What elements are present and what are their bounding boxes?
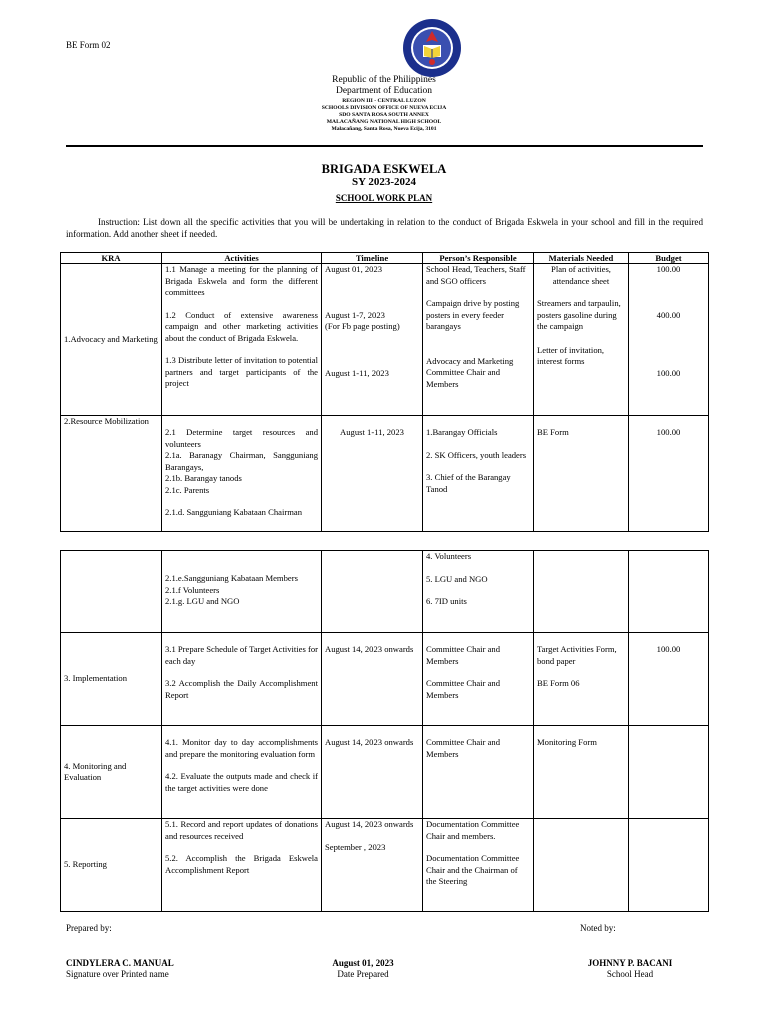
person-item: 3. Chief of the Barangay Tanod — [426, 472, 511, 494]
header-address: Malacañang, Santa Rosa, Nueva Ecija, 3101 — [331, 126, 437, 132]
noted-by-label: Noted by: — [580, 923, 616, 933]
materials-cell — [534, 416, 629, 532]
preparer-role: Signature over Printed name — [66, 969, 169, 979]
table-row — [61, 264, 709, 416]
persons-cell — [423, 726, 534, 819]
activity-item: 2.1.d. Sangguniang Kabataan Chairman — [165, 507, 302, 517]
header-department: Department of Education — [335, 86, 433, 96]
activity-item: 3.2 Accomplish the Daily Accomplishment Report — [165, 678, 318, 700]
person-item: School Head, Teachers, Staff and SGO officers — [426, 264, 526, 286]
column-header: Person’s Responsible — [423, 253, 534, 264]
timeline-item: August 1-11, 2023 — [325, 367, 389, 378]
school-year: SY 2023-2024 — [351, 176, 417, 188]
work-plan-table-2 — [60, 550, 709, 912]
person-item: 1.Barangay Officials — [426, 427, 498, 437]
kra-cell: 2.Resource Mobilization — [61, 416, 162, 532]
timeline-item: August 1-7, 2023 — [325, 309, 385, 320]
material-item: BE Form — [537, 427, 569, 437]
person-item: Advocacy and Marketing Committee Chair and Members — [426, 355, 514, 389]
person-item: 6. 7ID units — [426, 596, 467, 606]
preparer-name: CINDYLERA C. MANUAL — [66, 958, 174, 968]
timeline-cell — [322, 819, 423, 912]
timeline-cell — [322, 633, 423, 726]
activity-item: 1.2 Conduct of extensive awareness campaign and other marketing activities about the conduct of Brigada Eskwela. — [165, 309, 318, 343]
materials-cell — [534, 726, 629, 819]
deped-seal-logo — [402, 18, 462, 78]
column-header: Budget — [629, 253, 709, 264]
activities-cell — [162, 726, 322, 819]
activity-item: 2.1 Determine target resources and volunteers — [165, 427, 318, 449]
header-republic: Republic of the Philippines — [332, 75, 436, 85]
work-plan-table-1 — [60, 252, 709, 532]
person-item: Campaign drive by posting posters in every feeder barangays — [426, 298, 520, 331]
timeline-item: August 1-11, 2023 — [340, 427, 404, 437]
timeline-cell — [322, 551, 423, 633]
timeline-item: September , 2023 — [325, 841, 386, 852]
timeline-item: August 14, 2023 onwards — [325, 737, 414, 747]
kra-cell: 1.Advocacy and Marketing — [61, 264, 162, 416]
budget-cell — [629, 264, 709, 416]
activities-cell — [162, 551, 322, 633]
timeline-item: August 14, 2023 onwards — [325, 644, 414, 654]
activity-item: 1.1 Manage a meeting for the planning of Brigada Eskwela and form the different committees — [165, 264, 318, 297]
person-item: Committee Chair and Members — [426, 678, 500, 700]
kra-cell: 5. Reporting — [61, 819, 162, 912]
activity-item: 2.1.f Volunteers — [165, 584, 220, 595]
header-region: REGION III - CENTRAL LUZON — [342, 98, 426, 104]
activity-item: 4.1. Monitor day to day accomplishments and prepare the monitoring evaluation form — [165, 737, 318, 759]
school-head-role: School Head — [606, 969, 654, 979]
kra-cell: 4. Monitoring and Evaluation — [61, 726, 162, 819]
form-number: BE Form 02 — [66, 40, 111, 50]
timeline-cell — [322, 726, 423, 819]
persons-cell — [423, 416, 534, 532]
materials-cell — [534, 264, 629, 416]
activity-item: 2.1b. Barangay tanods — [165, 473, 242, 483]
budget-item: 100.00 — [656, 368, 681, 378]
activity-item: 5.2. Accomplish the Brigada Eskwela Accomplishment Report — [165, 853, 318, 875]
person-item: 5. LGU and NGO — [426, 573, 488, 584]
person-item: 2. SK Officers, youth leaders — [426, 449, 527, 460]
timeline-item: August 01, 2023 — [325, 264, 383, 274]
budget-cell — [629, 551, 709, 633]
column-header: Timeline — [322, 253, 423, 264]
person-item: Documentation Committee Chair and members. — [426, 819, 520, 841]
table-row — [61, 633, 709, 726]
material-item: Streamers and tarpaulin, posters gasoline during the campaign — [537, 298, 621, 331]
activities-cell — [162, 416, 322, 532]
material-item: Letter of invitation, interest forms — [537, 344, 605, 366]
materials-cell — [534, 551, 629, 633]
person-item: Documentation Committee Chair and the Chairman of the Steering — [426, 853, 520, 886]
table-row — [61, 416, 709, 532]
budget-cell — [629, 416, 709, 532]
activity-item: 4.2. Evaluate the outputs made and check if the target activities were done — [165, 771, 318, 793]
activity-item: 2.1c. Parents — [165, 484, 210, 495]
budget-cell — [629, 726, 709, 819]
table-row — [61, 551, 709, 633]
material-item: Plan of activities, attendance sheet — [551, 264, 611, 286]
activities-cell — [162, 264, 322, 416]
table-row — [61, 726, 709, 819]
instruction-text: Instruction: List down all the specific activities that you will be undertaking in relation to the conduct of Brigada Eskwela in your school and fill in the required information. Add another sheet if needed. — [66, 217, 703, 239]
activity-item: 2.1.e.Sangguniang Kabataan Members — [165, 573, 298, 583]
persons-cell — [423, 551, 534, 633]
kra-cell: 3. Implementation — [61, 633, 162, 726]
budget-cell — [629, 633, 709, 726]
activity-item: 2.1.g. LGU and NGO — [165, 596, 240, 606]
budget-item: 100.00 — [656, 644, 681, 654]
timeline-item: (For Fb page posting) — [325, 321, 400, 331]
activity-item: 5.1. Record and report updates of donations and resources received — [165, 819, 318, 841]
material-item: Monitoring Form — [537, 737, 597, 747]
column-header: Activities — [162, 253, 322, 264]
date-prepared-value: August 01, 2023 — [332, 958, 394, 968]
persons-cell — [423, 633, 534, 726]
activity-item: 1.3 Distribute letter of invitation to potential partners and target participants of the project — [165, 355, 318, 388]
timeline-cell — [322, 416, 423, 532]
material-item: Target Activities Form, bond paper — [537, 644, 617, 666]
budget-cell — [629, 819, 709, 912]
column-header: KRA — [61, 253, 162, 264]
activity-item: 2.1a. Baranagy Chairman, Sangguniang Barangays, — [165, 450, 318, 472]
header-sdo: SDO SANTA ROSA SOUTH ANNEX — [339, 112, 429, 118]
header-division: SCHOOLS DIVISION OFFICE OF NUEVA ECIJA — [321, 105, 447, 111]
materials-cell — [534, 633, 629, 726]
column-header: Materials Needed — [534, 253, 629, 264]
date-prepared-label: Date Prepared — [337, 969, 389, 979]
table-header-row — [61, 253, 709, 264]
plan-title: SCHOOL WORK PLAN — [335, 193, 433, 203]
table-row — [61, 819, 709, 912]
material-item: BE Form 06 — [537, 678, 580, 688]
budget-item: 100.00 — [656, 264, 681, 274]
person-item: Committee Chair and Members — [426, 644, 500, 666]
kra-cell — [61, 551, 162, 633]
persons-cell — [423, 264, 534, 416]
activity-item: 3.1 Prepare Schedule of Target Activities for each day — [165, 644, 319, 666]
timeline-cell — [322, 264, 423, 416]
header-school: MALACAÑANG NATIONAL HIGH SCHOOL — [326, 119, 442, 125]
person-item: 4. Volunteers — [426, 551, 472, 561]
person-item: Committee Chair and Members — [426, 737, 500, 759]
budget-item: 100.00 — [656, 427, 681, 437]
header-divider — [66, 145, 703, 147]
activities-cell — [162, 633, 322, 726]
school-head-name: JOHNNY P. BACANI — [587, 958, 673, 968]
budget-item: 400.00 — [656, 309, 681, 320]
timeline-item: August 14, 2023 onwards — [325, 819, 414, 829]
prepared-by-label: Prepared by: — [66, 923, 112, 933]
materials-cell — [534, 819, 629, 912]
document-title: BRIGADA ESKWELA — [321, 162, 447, 176]
persons-cell — [423, 819, 534, 912]
activities-cell — [162, 819, 322, 912]
